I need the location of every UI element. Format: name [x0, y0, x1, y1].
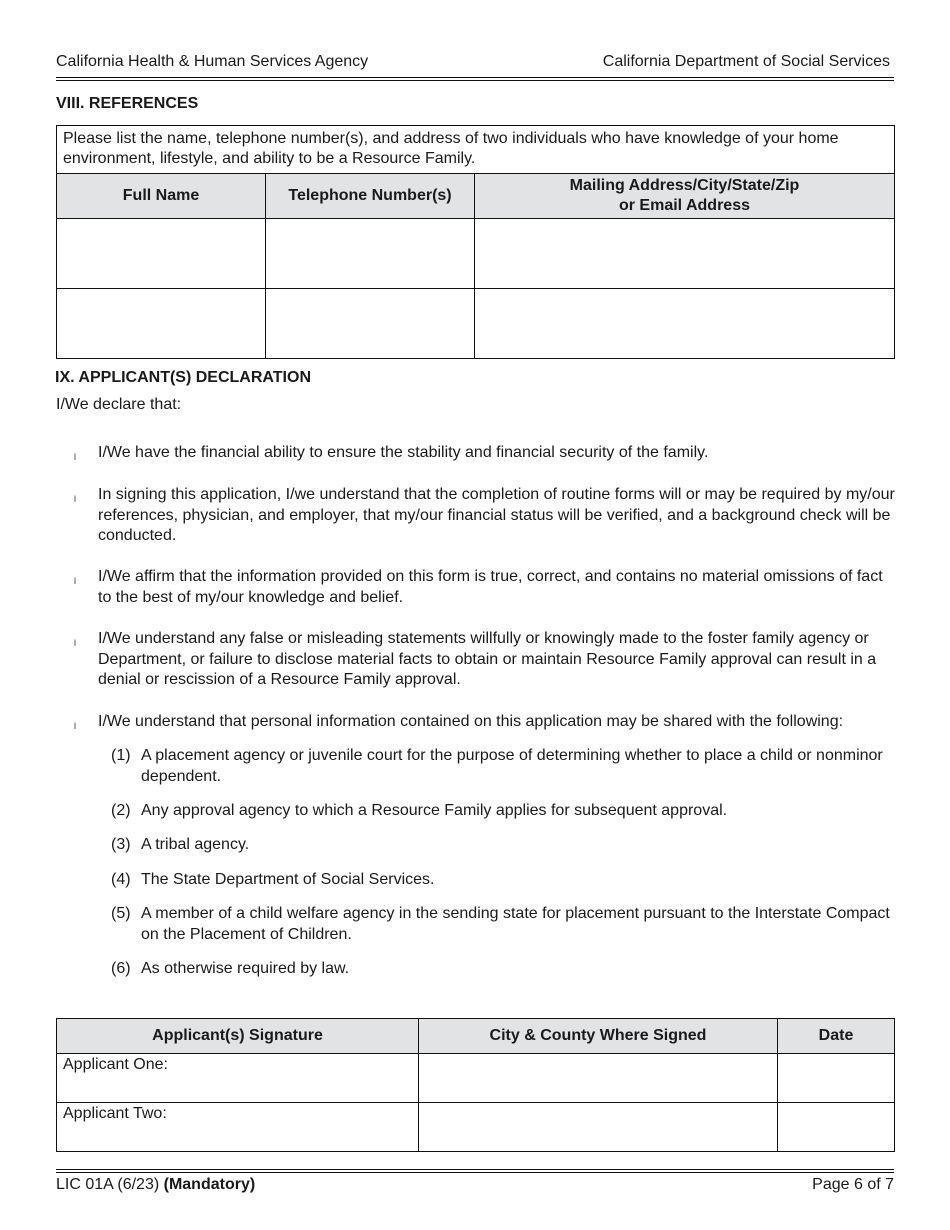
- page-header: [56, 53, 890, 73]
- column-header-address: [475, 174, 895, 219]
- applicant-one-label: Applicant One:: [63, 1056, 168, 1073]
- reference-1-name-field[interactable]: [57, 219, 266, 289]
- bullet-mark: l: [74, 494, 76, 504]
- reference-1-address-field[interactable]: [475, 219, 895, 289]
- form-id: LIC 01A (6/23): [56, 1176, 160, 1193]
- signature-row-applicant-one: [57, 1054, 895, 1103]
- applicant-two-city-county-field[interactable]: [419, 1103, 778, 1152]
- references-intro-row: [57, 126, 895, 174]
- page-footer: [56, 1176, 894, 1196]
- header-rule-bottom: [56, 80, 894, 81]
- signature-table: [56, 1018, 895, 1152]
- applicant-one-date-field[interactable]: [778, 1054, 895, 1103]
- references-header-row: [57, 174, 895, 219]
- applicant-one-city-county-field[interactable]: [419, 1054, 778, 1103]
- references-table: [56, 125, 895, 359]
- reference-2-name-field[interactable]: [57, 289, 266, 359]
- agency-name: California Health & Human Services Agency: [56, 53, 369, 70]
- bullet-mark: l: [74, 638, 76, 648]
- reference-2-address-field[interactable]: [475, 289, 895, 359]
- bullet-mark: l: [74, 721, 76, 731]
- declaration-lead: I/We declare that:: [56, 396, 182, 413]
- column-header-full-name: Full Name: [57, 174, 266, 219]
- bullet-mark: l: [74, 452, 76, 462]
- footer-rule-bottom: [56, 1172, 894, 1173]
- form-type: (Mandatory): [163, 1176, 256, 1193]
- signature-header-row: [57, 1019, 895, 1054]
- reference-1-phone-field[interactable]: [266, 219, 475, 289]
- applicant-two-date-field[interactable]: [778, 1103, 895, 1152]
- bullet-mark: l: [74, 576, 76, 586]
- column-header-address-line2: or Email Address: [618, 197, 750, 214]
- references-instructions: Please list the name, telephone number(s), and address of two individuals who have knowledge of your home environment, lifestyle, and ability to be a Resource Family.: [57, 126, 895, 174]
- reference-row-1: [57, 219, 895, 289]
- declaration-section-title: IX. APPLICANT(S) DECLARATION: [55, 369, 311, 386]
- column-header-telephone: Telephone Number(s): [266, 174, 475, 219]
- applicant-two-signature-field[interactable]: [57, 1103, 419, 1152]
- column-header-address-line1: Mailing Address/City/State/Zip: [569, 177, 800, 194]
- reference-row-2: [57, 289, 895, 359]
- department-name: California Department of Social Services: [602, 53, 890, 70]
- applicant-two-label: Applicant Two:: [63, 1105, 167, 1122]
- signature-row-applicant-two: [57, 1103, 895, 1152]
- footer-rule-top: [56, 1169, 894, 1170]
- header-rule-top: [56, 77, 894, 78]
- column-header-signature: Applicant(s) Signature: [57, 1019, 419, 1054]
- form-page: California Health & Human Services Agency California Department of Social Services VIII. REFERENCES Please list the name, telephone number(s), and address of two individuals who have knowledge of your home environment, lifestyle, and ability to be a Resource Family. Full Name Telephone Number(s) Mailing Address/City/State/Zip or Email Address IX. APPLICANT(S) DECLARATION I/We declare that: l I/We have the financial ability to ensure the stability and financial security of the family. l In signing this application, I/we understand that the completion of routine forms will or may be required by my/our references, physician, and employer, that my/our financial status will be verified, and a background check will be conducted. l I/We affirm that the information provided on this form is true, correct, and contains no material omissions of fact to the best of my/our knowledge and belief. l I/We understand any false or misleading statements willfully or knowingly made to the foster family agency or Department, or failure to disclose material facts to obtain or maintain Resource Family approval can result in a denial or rescission of a Resource Family approval. l I/We understand that personal information contained on this application may be shared with the following: (1) A placement agency or juvenile court for the purpose of determining whether to place a child or nonminor dependent. (2) Any approval agency to which a Resource Family applies for subsequent approval. (3) A tribal agency. (4) The State Department of Social Services. (5) A member of a child welfare agency in the sending state for placement pursuant to the Interstate Compact on the Placement of Children. (6) As otherwise required by law. Applicant(s) Signature City & County Where Signed Date Applicant One: Applicant Two: LIC 01A (6/23) (Mandatory) Page 6 of 7: [0, 0, 950, 1230]
- page-number: Page 6 of 7: [812, 1176, 894, 1193]
- column-header-city-county: City & County Where Signed: [419, 1019, 778, 1054]
- reference-2-phone-field[interactable]: [266, 289, 475, 359]
- form-identifier: [56, 1176, 255, 1194]
- applicant-one-signature-field[interactable]: [57, 1054, 419, 1103]
- column-header-date: Date: [778, 1019, 895, 1054]
- references-section-title: VIII. REFERENCES: [56, 95, 199, 112]
